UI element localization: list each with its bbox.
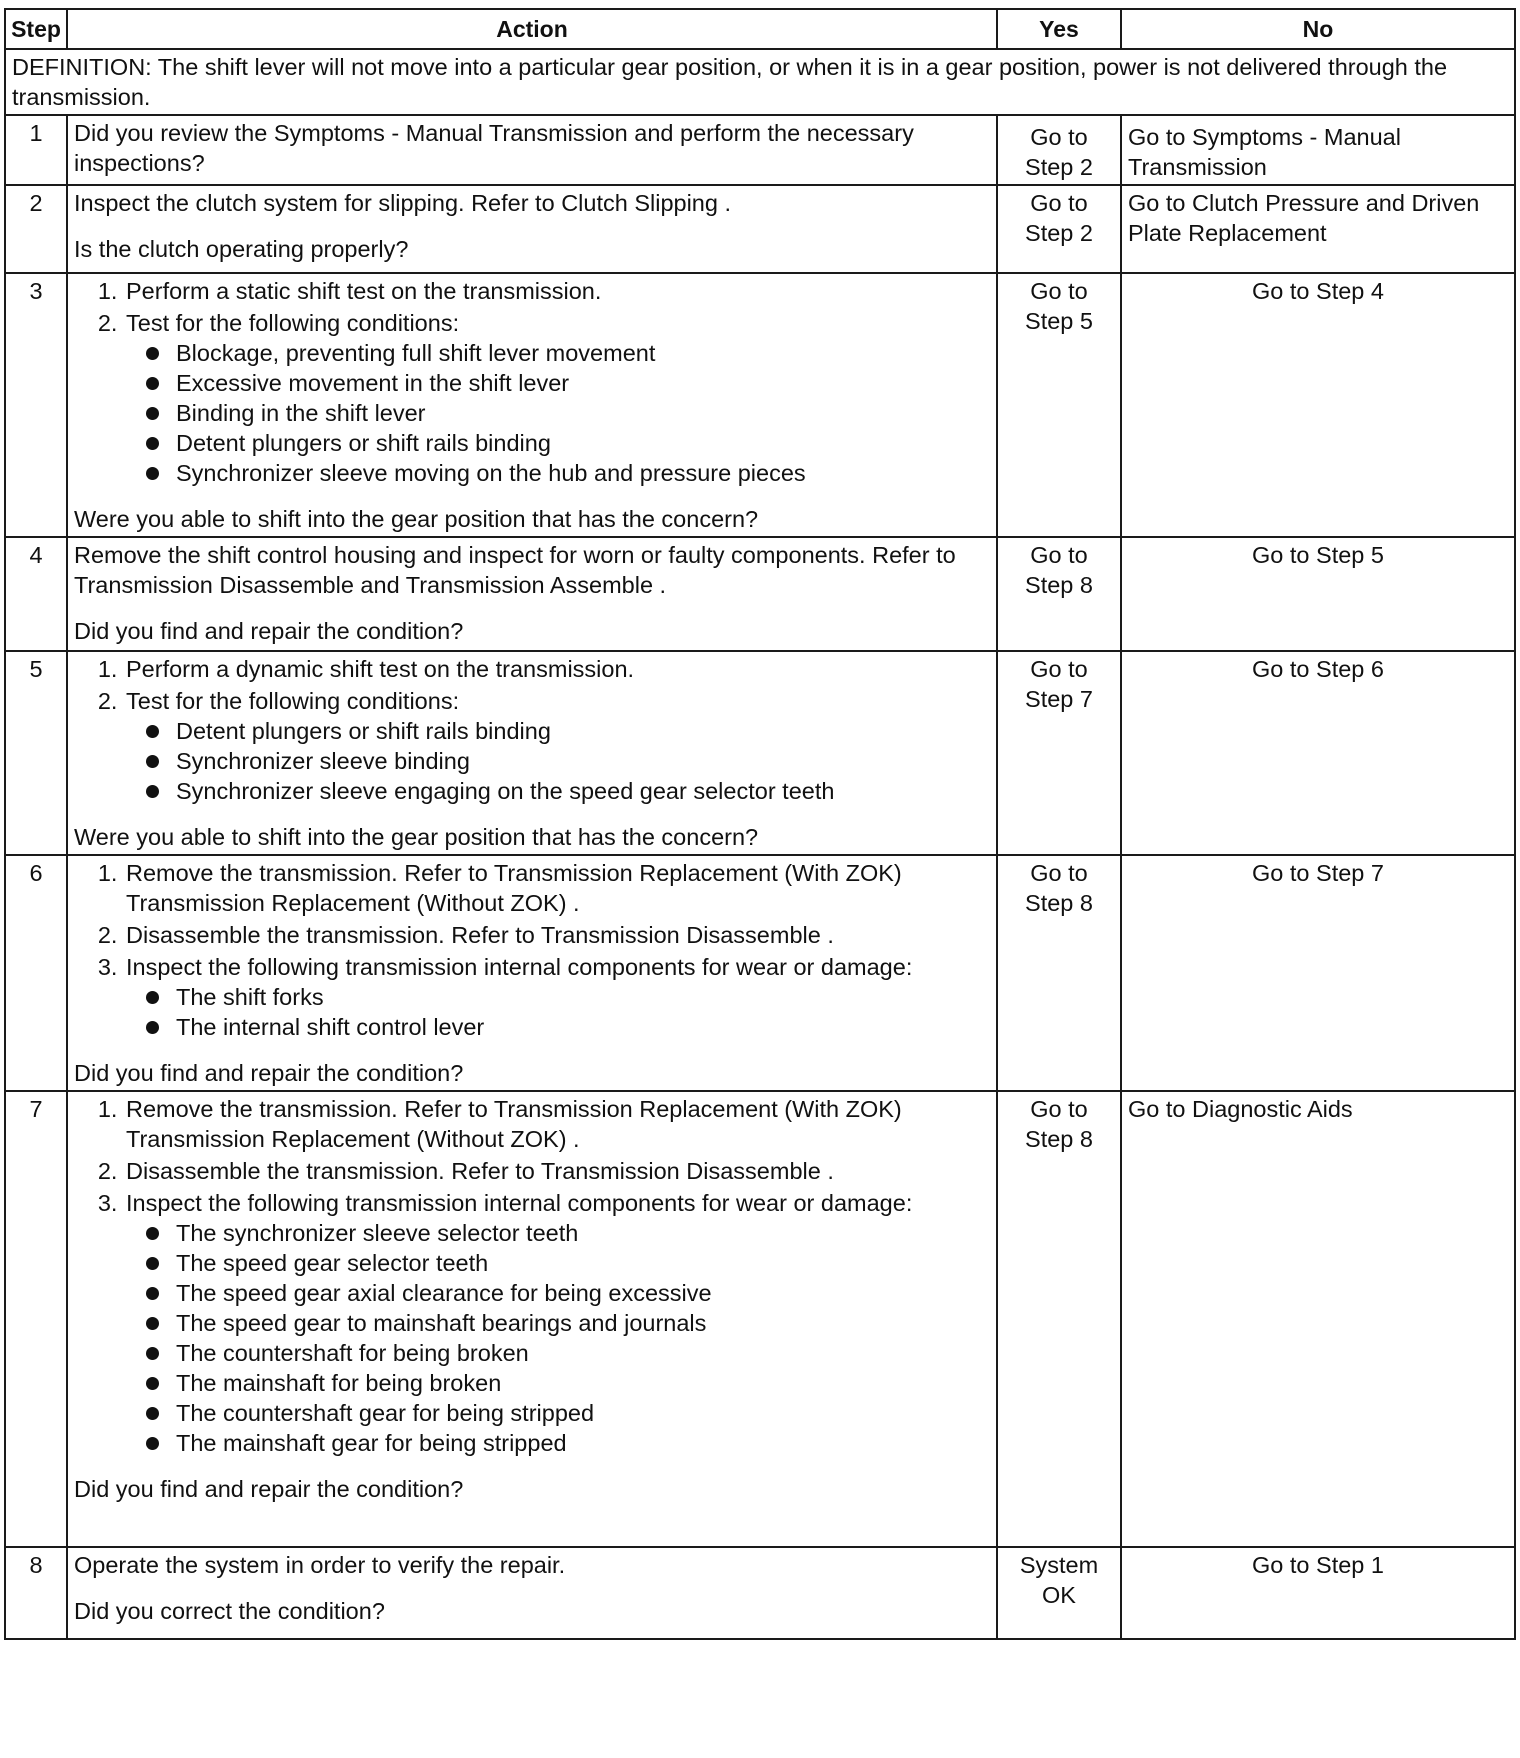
yes-cell: Go to Step 7 [997, 651, 1121, 855]
list-item [124, 308, 990, 488]
numbered-list [74, 858, 990, 1042]
header-row [5, 9, 1515, 49]
question-text: Did you correct the condition? [74, 1598, 385, 1624]
numbered-list [74, 654, 990, 806]
table-row [5, 273, 1515, 537]
bullet-item: The speed gear selector teeth [176, 1248, 990, 1278]
bullet-item: Synchronizer sleeve moving on the hub and pressure pieces [176, 458, 990, 488]
action-cell [67, 273, 997, 537]
action-cell [67, 855, 997, 1091]
step-number: 7 [5, 1091, 67, 1547]
instruction-text: Inspect the clutch system for slipping. Refer to Clutch Slipping . [74, 190, 732, 216]
bullet-item: The countershaft gear for being stripped [176, 1398, 990, 1428]
action-cell [67, 115, 997, 185]
table-row [5, 651, 1515, 855]
definition-row [5, 49, 1515, 115]
question-text: Is the clutch operating properly? [74, 236, 409, 262]
yes-cell: Go to Step 5 [997, 273, 1121, 537]
list-item-text: Test for the following conditions: [126, 310, 460, 336]
bullet-list [126, 716, 990, 806]
list-item [124, 1188, 990, 1458]
question-text: Did you review the Symptoms - Manual Transmission and perform the necessary inspections? [74, 120, 914, 176]
list-item-text: Inspect the following transmission internal components for wear or damage: [126, 954, 913, 980]
step-number: 5 [5, 651, 67, 855]
yes-cell: Go to Step 8 [997, 855, 1121, 1091]
yes-cell: Go to Step 8 [997, 537, 1121, 651]
question-text: Did you find and repair the condition? [74, 1476, 464, 1502]
bullet-item: Detent plungers or shift rails binding [176, 716, 990, 746]
list-item: 1. Perform a static shift test on the transmission. [124, 276, 990, 306]
bullet-item: The speed gear axial clearance for being excessive [176, 1278, 990, 1308]
bullet-item: Synchronizer sleeve binding [176, 746, 990, 776]
instruction-text: Operate the system in order to verify the repair. [74, 1552, 566, 1578]
step-number: 3 [5, 273, 67, 537]
action-cell [67, 185, 997, 273]
bullet-item: The shift forks [176, 982, 990, 1012]
table-row [5, 537, 1515, 651]
bullet-item: Excessive movement in the shift lever [176, 368, 990, 398]
list-item-text: Test for the following conditions: [126, 688, 460, 714]
table-row [5, 115, 1515, 185]
yes-cell: System OK [997, 1547, 1121, 1639]
no-cell: Go to Step 5 [1121, 537, 1515, 651]
header-yes: Yes [997, 9, 1121, 49]
list-item: 2. Disassemble the transmission. Refer to Transmission Disassemble . [124, 920, 990, 950]
yes-cell: Go to Step 2 [997, 115, 1121, 185]
list-item-text: Inspect the following transmission internal components for wear or damage: [126, 1190, 913, 1216]
no-cell: Go to Diagnostic Aids [1121, 1091, 1515, 1547]
bullet-item: The countershaft for being broken [176, 1338, 990, 1368]
list-item [124, 686, 990, 806]
list-item [124, 952, 990, 1042]
action-cell [67, 1547, 997, 1639]
bullet-item: The synchronizer sleeve selector teeth [176, 1218, 990, 1248]
no-cell: Go to Step 4 [1121, 273, 1515, 537]
list-item: 1. Remove the transmission. Refer to Transmission Replacement (With ZOK) Transmission Replacement (Without ZOK) . [124, 1094, 990, 1154]
bullet-item: The internal shift control lever [176, 1012, 990, 1042]
bullet-item: Binding in the shift lever [176, 398, 990, 428]
diagnostic-table [4, 8, 1516, 1640]
action-cell [67, 651, 997, 855]
question-text: Were you able to shift into the gear position that has the concern? [74, 506, 759, 532]
step-number: 4 [5, 537, 67, 651]
header-step: Step [5, 9, 67, 49]
action-cell [67, 537, 997, 651]
no-cell: Go to Symptoms - Manual Transmission [1121, 115, 1515, 185]
step-number: 2 [5, 185, 67, 273]
definition-text: DEFINITION: The shift lever will not move into a particular gear position, or when it is in a gear position, power is not delivered through the transmission. [5, 49, 1515, 115]
bullet-item: Detent plungers or shift rails binding [176, 428, 990, 458]
bullet-item: The mainshaft gear for being stripped [176, 1428, 990, 1458]
list-item: 1. Remove the transmission. Refer to Transmission Replacement (With ZOK) Transmission Replacement (Without ZOK) . [124, 858, 990, 918]
table-row [5, 185, 1515, 273]
header-no: No [1121, 9, 1515, 49]
bullet-item: The mainshaft for being broken [176, 1368, 990, 1398]
question-text: Did you find and repair the condition? [74, 618, 464, 644]
bullet-item: The speed gear to mainshaft bearings and journals [176, 1308, 990, 1338]
bullet-item: Synchronizer sleeve engaging on the speed gear selector teeth [176, 776, 990, 806]
list-item: 2. Disassemble the transmission. Refer to Transmission Disassemble . [124, 1156, 990, 1186]
bullet-item: Blockage, preventing full shift lever movement [176, 338, 990, 368]
table-row [5, 1547, 1515, 1639]
no-cell: Go to Clutch Pressure and Driven Plate Replacement [1121, 185, 1515, 273]
step-number: 6 [5, 855, 67, 1091]
step-number: 8 [5, 1547, 67, 1639]
action-cell [67, 1091, 997, 1547]
bullet-list [126, 338, 990, 488]
table-row [5, 1091, 1515, 1547]
bullet-list [126, 1218, 990, 1458]
step-number: 1 [5, 115, 67, 185]
question-text: Were you able to shift into the gear position that has the concern? [74, 824, 759, 850]
no-cell: Go to Step 7 [1121, 855, 1515, 1091]
yes-cell: Go to Step 2 [997, 185, 1121, 273]
numbered-list [74, 276, 990, 488]
list-item: 1. Perform a dynamic shift test on the transmission. [124, 654, 990, 684]
table-row [5, 855, 1515, 1091]
numbered-list [74, 1094, 990, 1458]
instruction-text: Remove the shift control housing and inspect for worn or faulty components. Refer to Transmission Disassemble and Transmission Assemble . [74, 542, 956, 598]
bullet-list [126, 982, 990, 1042]
no-cell: Go to Step 6 [1121, 651, 1515, 855]
question-text: Did you find and repair the condition? [74, 1060, 464, 1086]
yes-cell: Go to Step 8 [997, 1091, 1121, 1547]
no-cell: Go to Step 1 [1121, 1547, 1515, 1639]
header-action: Action [67, 9, 997, 49]
